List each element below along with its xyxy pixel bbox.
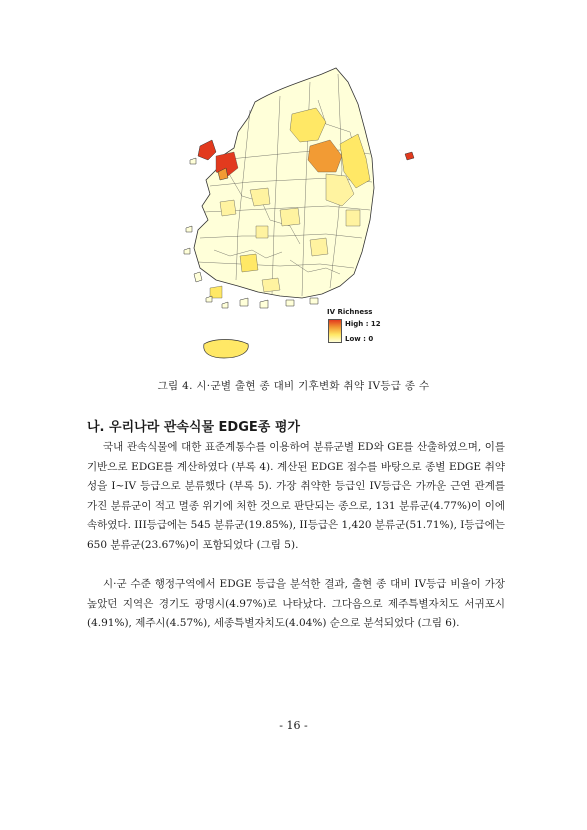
jeju-island (204, 340, 249, 359)
legend-low-label: Low : 0 (345, 335, 374, 343)
body-paragraph: 국내 관속식물에 대한 표준계통수를 이용하여 분류군별 ED와 GE를 산출하였으며, 이를 기반으로 EDGE를 계산하였다 (부록 4). 계산된 EDGE 점수를 바탕으로 종별 EDGE 취약성을 I~IV 등급으로 분류했다 (부록 5). 가장 취약한 등급인 IV등급은 가까운 근연 관계를 가진 분류군이 적고 멸종 위기에 처한 것으로 판단되는 종으로, 131 분류군(4.77%)이 이에 속하였다. III등급에는 545 분류군(19.85%), II등급은 1,420 분류군(51.71%), I등급에는 650 분류군(23.67%)이 포함되었다 (그림 5). (87, 441, 505, 551)
body-paragraph: 시·군 수준 행정구역에서 EDGE 등급을 분석한 결과, 출현 종 대비 IV등급 비율이 가장 높았던 지역은 경기도 광명시(4.97%)로 나타났다. 그다음으로 제주특별자치도 서귀포시(4.91%), 제주시(4.57%), 세종특별자치도(4.04%) 순으로 분석되었다 (그림 6). (87, 578, 505, 629)
section-heading: 나. 우리나라 관속식물 EDGE종 평가 (87, 420, 300, 435)
south-islands (240, 298, 318, 308)
legend-color-ramp (328, 319, 342, 343)
figure-caption: 그림 4. 시·군별 출현 종 대비 기후변화 취약 IV등급 종 수 (157, 380, 430, 392)
legend-high-label: High : 12 (345, 320, 381, 328)
map-legend (318, 308, 398, 358)
ulleungdo-island (405, 152, 414, 160)
page-number: - 16 - (279, 719, 308, 732)
legend-title: IV Richness (327, 308, 373, 316)
